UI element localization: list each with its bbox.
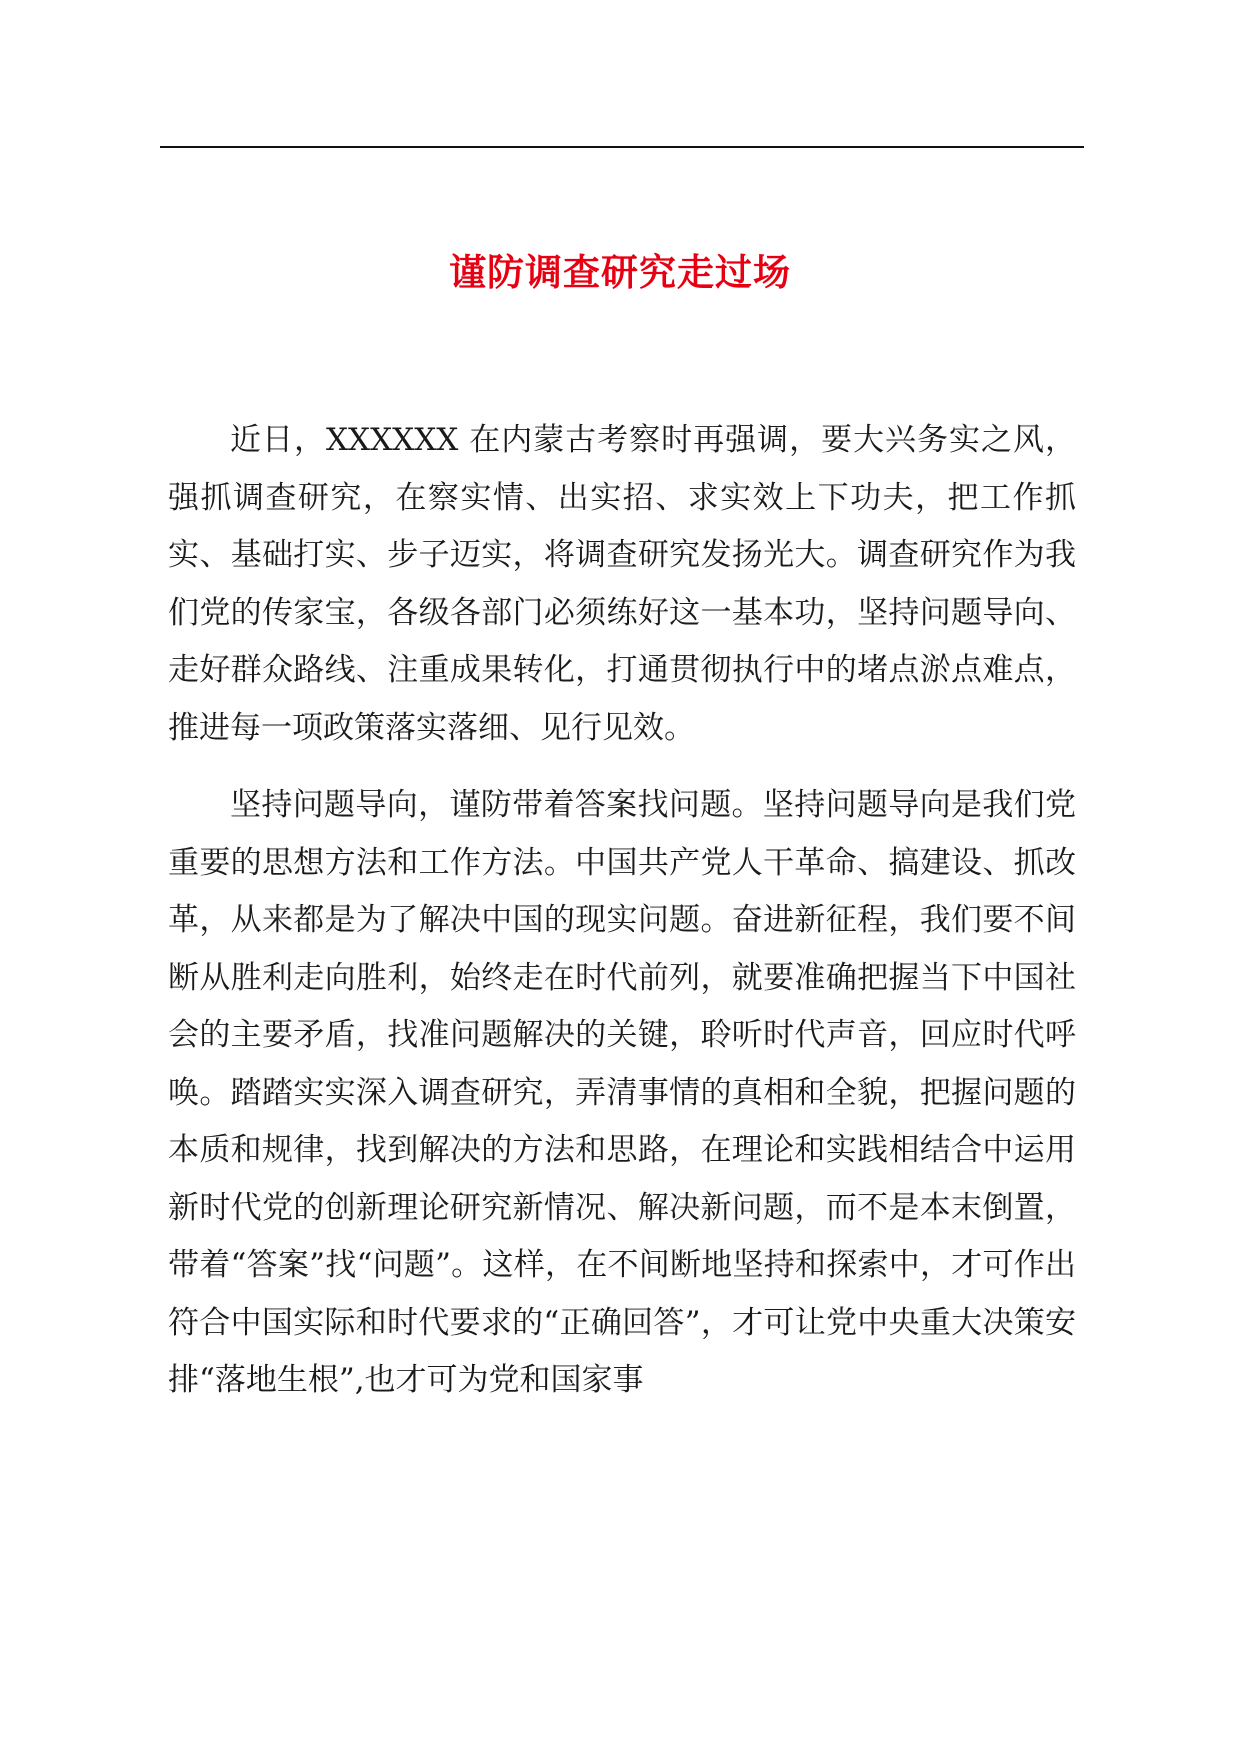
paragraph-1: 近日，XXXXXX 在内蒙古考察时再强调，要大兴务实之风，强抓调查研究，在察实情、出实招、求实效上下功夫，把工作抓实、基础打实、步子迈实，将调查研究发扬光大。调查研究作为我们党的传家宝，各级各部门必须练好这一基本功，坚持问题导向、走好群众路线、注重成果转化，打通贯彻执行中的堵点淤点难点，推进每一项政策落实落细、见行见效。 (168, 422, 1076, 746)
document-title: 谨防调查研究走过场 (449, 251, 791, 294)
document-body (168, 412, 1076, 1430)
header-rule (160, 146, 1084, 148)
paragraph-2: 坚持问题导向，谨防带着答案找问题。坚持问题导向是我们党重要的思想方法和工作方法。中国共产党人干革命、搞建设、抓改革，从来都是为了解决中国的现实问题。奋进新征程，我们要不间断从胜利走向胜利，始终走在时代前列，就要准确把握当下中国社会的主要矛盾，找准问题解决的关键，聆听时代声音，回应时代呼唤。踏踏实实深入调查研究，弄清事情的真相和全貌，把握问题的本质和规律，找到解决的方法和思路，在理论和实践相结合中运用新时代党的创新理论研究新情况、解决新问题，而不是本末倒置，带着“答案”找“问题”。这样，在不间断地坚持和探索中，才可作出符合中国实际和时代要求的“正确回答”，才可让党中央重大决策安排“落地生根”,也才可为党和国家事 (168, 787, 1076, 1398)
